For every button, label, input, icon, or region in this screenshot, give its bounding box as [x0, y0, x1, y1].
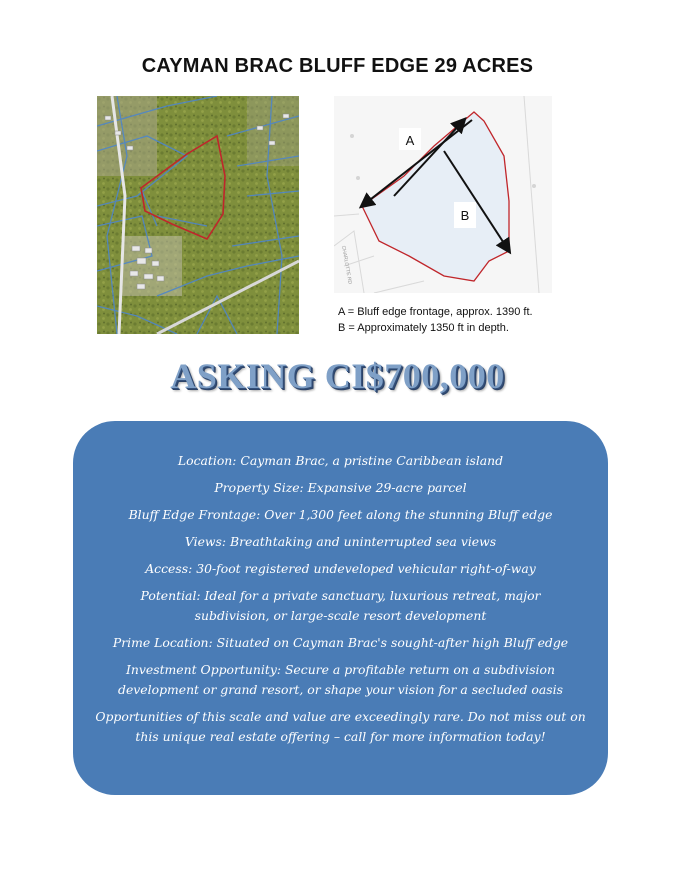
detail-investment: Investment Opportunity: Secure a profitable return on a subdivision development or grand resort, or shape your vision for a secluded oasis [118, 662, 563, 697]
detail-call-to-action: Opportunities of this scale and value are exceedingly rare. Do not miss out on this unique real estate offering – call for more information today! [95, 709, 586, 744]
asking-price: ASKING CI$700,000 [170, 356, 505, 396]
survey-diagram [334, 96, 552, 293]
aerial-map-image [97, 96, 299, 334]
legend-line-b: B = Approximately 1350 ft in depth. [338, 322, 509, 334]
detail-location: Location: Cayman Brac, a pristine Caribbean island [177, 453, 504, 468]
survey-road-label: CHARLOTTE RD [340, 245, 353, 285]
detail-size: Property Size: Expansive 29-acre parcel [214, 480, 467, 495]
page-title: CAYMAN BRAC BLUFF EDGE 29 ACRES [141, 55, 534, 77]
detail-views: Views: Breathtaking and uninterrupted sea views [184, 534, 497, 549]
detail-frontage: Bluff Edge Frontage: Over 1,300 feet along the stunning Bluff edge [128, 507, 553, 522]
survey-label-b: B [460, 208, 470, 223]
legend-line-a: A = Bluff edge frontage, approx. 1390 ft. [338, 306, 533, 318]
property-details-box [73, 421, 608, 795]
detail-access: Access: 30-foot registered undeveloped vehicular right-of-way [145, 561, 536, 576]
detail-prime-location: Prime Location: Situated on Cayman Brac's sought-after high Bluff edge [112, 635, 569, 650]
survey-legend [338, 304, 578, 336]
detail-potential: Potential: Ideal for a private sanctuary, luxurious retreat, major subdivision, or large-scale resort development [140, 588, 541, 623]
survey-label-a: A [405, 133, 415, 148]
